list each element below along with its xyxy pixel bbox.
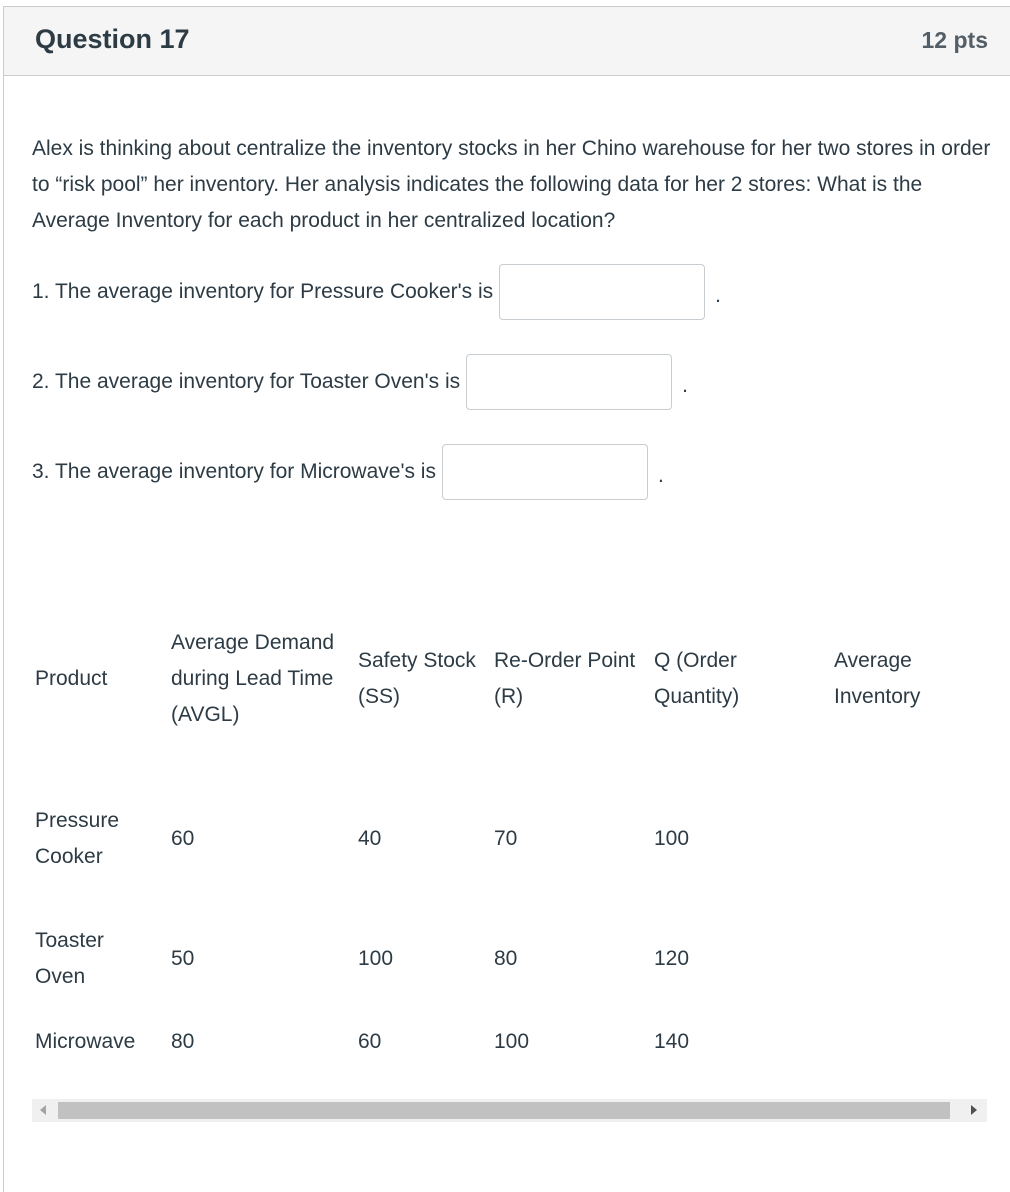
question-prompt: Alex is thinking about centralize the inventory stocks in her Chino warehouse for her two stores in order to “risk pool” her inventory. Her analysis indicates the following data for her 2 stores: What is the Average Inventory for each product in her centralized location? bbox=[32, 137, 991, 232]
answer-label-1: 1. The average inventory for Pressure Cooker's is bbox=[32, 280, 494, 303]
question-points: 12 pts bbox=[921, 27, 988, 53]
table-cell: 120 bbox=[654, 947, 690, 970]
table-cell: 40 bbox=[358, 827, 382, 850]
table-cell bbox=[828, 1024, 980, 1060]
table-header-cell: Safety Stock (SS) bbox=[358, 649, 476, 708]
answer-label-2: 2. The average inventory for Toaster Oven's is bbox=[32, 370, 461, 393]
answer-input-pressure-cooker[interactable] bbox=[499, 264, 705, 320]
table-cell: 100 bbox=[494, 1030, 530, 1053]
table-cell: 70 bbox=[494, 827, 518, 850]
answer-suffix-2: . bbox=[682, 374, 688, 397]
answer-line-2 bbox=[32, 354, 688, 410]
table-row bbox=[29, 922, 980, 996]
table-row bbox=[29, 1024, 980, 1060]
table-cell: 50 bbox=[171, 947, 195, 970]
answer-suffix-3: . bbox=[657, 464, 664, 487]
table-header-cell: Product bbox=[35, 667, 108, 690]
table-cell: 140 bbox=[654, 1030, 690, 1053]
table-cell: Toaster Oven bbox=[35, 929, 104, 988]
table-cell bbox=[828, 802, 980, 876]
inventory-data-table bbox=[29, 606, 980, 1060]
answer-suffix-1: . bbox=[715, 284, 722, 307]
table-cell: 100 bbox=[358, 947, 394, 970]
table-cell: 80 bbox=[171, 1030, 195, 1053]
table-header-cell: Average Demand during Lead Time (AVGL) bbox=[171, 631, 335, 726]
answer-input-toaster-oven[interactable] bbox=[466, 354, 672, 410]
answer-line-3 bbox=[32, 444, 664, 500]
scroll-left-icon[interactable] bbox=[40, 1105, 46, 1115]
answer-input-microwave[interactable] bbox=[442, 444, 648, 500]
scroll-right-icon[interactable] bbox=[971, 1105, 977, 1115]
table-header-cell: Average Inventory bbox=[834, 649, 921, 708]
table-header-cell: Q (Order Quantity) bbox=[654, 649, 740, 708]
table-row bbox=[29, 802, 980, 876]
table-cell: 60 bbox=[171, 827, 195, 850]
table-cell: Microwave bbox=[35, 1030, 136, 1053]
table-header-row bbox=[29, 606, 980, 752]
question-title: Question 17 bbox=[35, 24, 190, 54]
table-header-cell: Re-Order Point (R) bbox=[494, 649, 636, 708]
answer-label-3: 3. The average inventory for Microwave's is bbox=[32, 460, 436, 483]
table-cell: 80 bbox=[494, 947, 518, 970]
table-cell: 60 bbox=[358, 1030, 382, 1053]
table-cell: Pressure Cooker bbox=[35, 809, 120, 868]
horizontal-scrollbar[interactable] bbox=[32, 1099, 987, 1122]
table-cell bbox=[828, 922, 980, 996]
table-cell: 100 bbox=[654, 827, 690, 850]
question-header bbox=[4, 7, 1010, 76]
scrollbar-thumb[interactable] bbox=[58, 1102, 950, 1119]
answer-line-1 bbox=[32, 264, 721, 320]
